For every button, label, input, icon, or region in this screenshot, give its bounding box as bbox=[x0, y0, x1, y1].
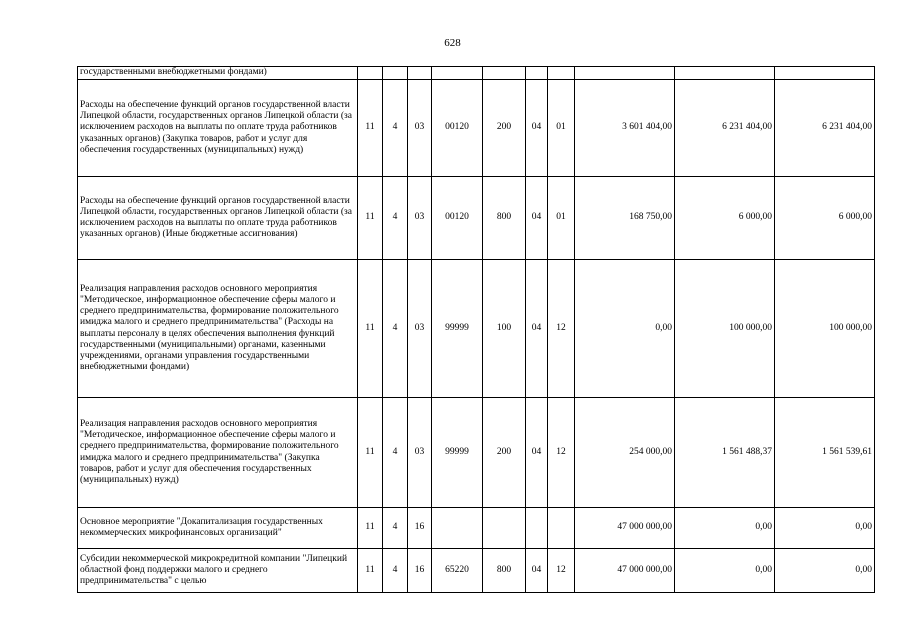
amount-year-3: 100 000,00 bbox=[775, 260, 875, 398]
code-direction: 00120 bbox=[432, 80, 483, 177]
amount-year-3: 6 000,00 bbox=[775, 177, 875, 260]
table-row bbox=[78, 508, 875, 549]
code-pp: 4 bbox=[383, 80, 408, 177]
row-description: Расходы на обеспечение функций органов государственной власти Липецкой области, государственных органов Липецкой области (за исключением расходов на выплаты по оплате труда работников указанных органов) (Иные бюджетные ассигнования) bbox=[78, 177, 358, 260]
code-subsection: 01 bbox=[548, 80, 575, 177]
code-expense-type: 800 bbox=[483, 549, 526, 593]
code-om: 03 bbox=[408, 398, 432, 508]
code-section: 04 bbox=[526, 260, 548, 398]
code-om: 03 bbox=[408, 260, 432, 398]
code-om: 03 bbox=[408, 80, 432, 177]
amount-year-2: 100 000,00 bbox=[675, 260, 775, 398]
amount-year-2: 6 231 404,00 bbox=[675, 80, 775, 177]
amount-year-3 bbox=[775, 67, 875, 80]
code-gp bbox=[358, 67, 383, 80]
amount-year-1: 3 601 404,00 bbox=[575, 80, 675, 177]
table-row bbox=[78, 260, 875, 398]
amount-year-1 bbox=[575, 67, 675, 80]
code-section bbox=[526, 508, 548, 549]
code-section: 04 bbox=[526, 80, 548, 177]
code-expense-type: 800 bbox=[483, 177, 526, 260]
code-expense-type bbox=[483, 508, 526, 549]
amount-year-3: 0,00 bbox=[775, 549, 875, 593]
table-row bbox=[78, 398, 875, 508]
amount-year-1: 254 000,00 bbox=[575, 398, 675, 508]
code-direction: 00120 bbox=[432, 177, 483, 260]
amount-year-2: 6 000,00 bbox=[675, 177, 775, 260]
table-row bbox=[78, 67, 875, 80]
code-gp: 11 bbox=[358, 549, 383, 593]
amount-year-2 bbox=[675, 67, 775, 80]
code-subsection: 12 bbox=[548, 549, 575, 593]
amount-year-3: 1 561 539,61 bbox=[775, 398, 875, 508]
row-description: государственными внебюджетными фондами) bbox=[78, 67, 358, 80]
code-gp: 11 bbox=[358, 80, 383, 177]
code-pp: 4 bbox=[383, 177, 408, 260]
code-direction bbox=[432, 67, 483, 80]
code-gp: 11 bbox=[358, 260, 383, 398]
row-description: Реализация направления расходов основного мероприятия "Методическое, информационное обеспечение сферы малого и среднего предпринимательства, формирование положительного имиджа малого и среднего предпринимательства" (Закупка товаров, работ и услуг для обеспечения государственных (муниципальных) нужд) bbox=[78, 398, 358, 508]
code-pp: 4 bbox=[383, 508, 408, 549]
row-description: Реализация направления расходов основного мероприятия "Методическое, информационное обеспечение сферы малого и среднего предпринимательства, формирование положительного имиджа малого и среднего предпринимательства" (Расходы на выплаты персоналу в целях обеспечения выполнения функций государственными (муниципальными) органами, казенными учреждениями, органами управления государственными внебюджетными фондами) bbox=[78, 260, 358, 398]
code-direction: 99999 bbox=[432, 398, 483, 508]
code-subsection: 12 bbox=[548, 398, 575, 508]
page-number: 628 bbox=[444, 37, 461, 49]
row-description: Субсидии некоммерческой микрокредитной компании "Липецкий областной фонд поддержки малого и среднего предпринимательства" с целью bbox=[78, 549, 358, 593]
amount-year-2: 1 561 488,37 bbox=[675, 398, 775, 508]
code-subsection: 01 bbox=[548, 177, 575, 260]
code-section: 04 bbox=[526, 549, 548, 593]
code-om: 03 bbox=[408, 177, 432, 260]
code-om bbox=[408, 67, 432, 80]
amount-year-1: 0,00 bbox=[575, 260, 675, 398]
code-pp bbox=[383, 67, 408, 80]
row-description: Расходы на обеспечение функций органов государственной власти Липецкой области, государственных органов Липецкой области (за исключением расходов на выплаты по оплате труда работников указанных органов) (Закупка товаров, работ и услуг для обеспечения государственных (муниципальных) нужд) bbox=[78, 80, 358, 177]
amount-year-3: 0,00 bbox=[775, 508, 875, 549]
code-section: 04 bbox=[526, 398, 548, 508]
code-section bbox=[526, 67, 548, 80]
amount-year-1: 47 000 000,00 bbox=[575, 508, 675, 549]
amount-year-3: 6 231 404,00 bbox=[775, 80, 875, 177]
table-row bbox=[78, 80, 875, 177]
code-subsection bbox=[548, 508, 575, 549]
code-om: 16 bbox=[408, 508, 432, 549]
code-subsection bbox=[548, 67, 575, 80]
code-expense-type bbox=[483, 67, 526, 80]
code-section: 04 bbox=[526, 177, 548, 260]
code-pp: 4 bbox=[383, 549, 408, 593]
code-subsection: 12 bbox=[548, 260, 575, 398]
amount-year-1: 168 750,00 bbox=[575, 177, 675, 260]
code-gp: 11 bbox=[358, 398, 383, 508]
amount-year-1: 47 000 000,00 bbox=[575, 549, 675, 593]
code-expense-type: 200 bbox=[483, 398, 526, 508]
code-om: 16 bbox=[408, 549, 432, 593]
code-pp: 4 bbox=[383, 260, 408, 398]
amount-year-2: 0,00 bbox=[675, 508, 775, 549]
code-direction: 99999 bbox=[432, 260, 483, 398]
code-gp: 11 bbox=[358, 508, 383, 549]
budget-table bbox=[77, 66, 875, 593]
code-expense-type: 200 bbox=[483, 80, 526, 177]
table-row bbox=[78, 549, 875, 593]
code-direction bbox=[432, 508, 483, 549]
table-row bbox=[78, 177, 875, 260]
code-expense-type: 100 bbox=[483, 260, 526, 398]
code-pp: 4 bbox=[383, 398, 408, 508]
code-gp: 11 bbox=[358, 177, 383, 260]
code-direction: 65220 bbox=[432, 549, 483, 593]
amount-year-2: 0,00 bbox=[675, 549, 775, 593]
row-description: Основное мероприятие "Докапитализация государственных некоммерческих микрофинансовых организаций" bbox=[78, 508, 358, 549]
